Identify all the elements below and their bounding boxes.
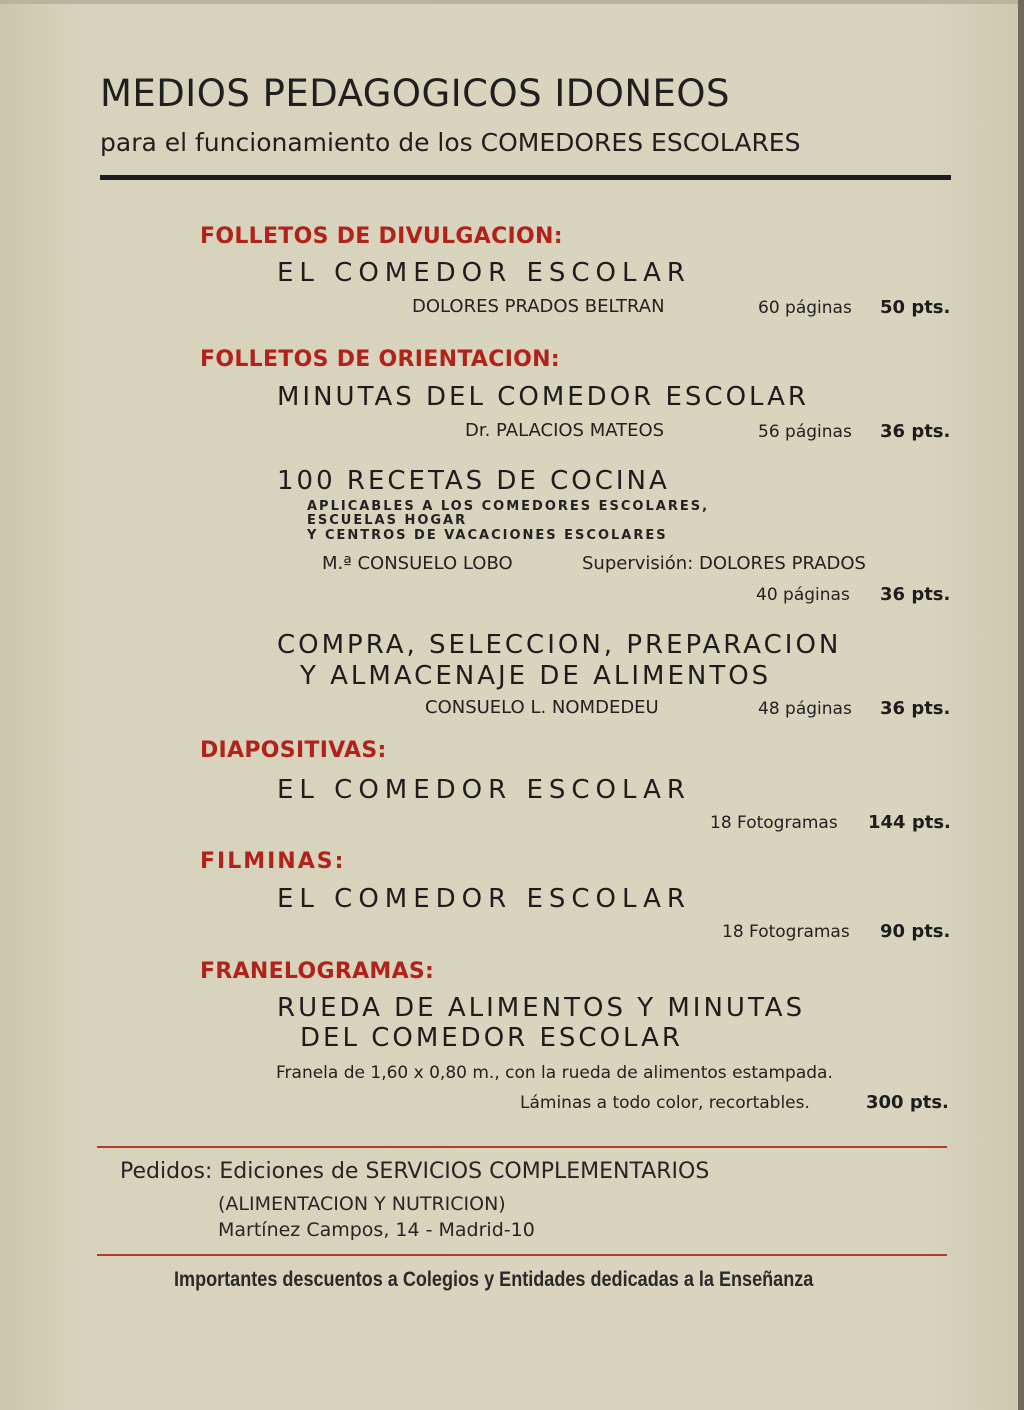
title-divider <box>100 175 951 180</box>
item-pages: 60 páginas <box>758 298 852 318</box>
item-price: 36 pts. <box>880 421 951 442</box>
contact-divider-bottom <box>97 1254 947 1256</box>
item-note: Láminas a todo color, recortables. <box>520 1093 810 1113</box>
item-author: DOLORES PRADOS BELTRAN <box>412 296 665 317</box>
item-title-recetas: 100 RECETAS DE COCINA <box>277 466 670 496</box>
item-author: CONSUELO L. NOMDEDEU <box>425 697 659 718</box>
item-price: 144 pts. <box>868 812 951 833</box>
section-heading-orientacion: FOLLETOS DE ORIENTACION: <box>200 347 560 372</box>
item-title-compra: COMPRA, SELECCION, PREPARACION <box>277 630 842 660</box>
item-pages: 40 páginas <box>756 585 850 605</box>
page-edge-top <box>0 0 1024 4</box>
item-title-comedor-escolar: EL COMEDOR ESCOLAR <box>277 884 691 914</box>
item-title-rueda: RUEDA DE ALIMENTOS Y MINUTAS <box>277 993 806 1023</box>
item-price: 50 pts. <box>880 297 951 318</box>
item-description-line: APLICABLES A LOS COMEDORES ESCOLARES, <box>307 499 710 514</box>
item-description-line: Y CENTROS DE VACACIONES ESCOLARES <box>307 528 668 543</box>
item-title-minutas: MINUTAS DEL COMEDOR ESCOLAR <box>277 382 809 412</box>
item-units: 18 Fotogramas <box>722 922 850 942</box>
footer-note: Importantes descuentos a Colegios y Entidades dedicadas a la Enseñanza <box>174 1268 814 1291</box>
item-pages: 56 páginas <box>758 422 852 442</box>
item-supervision: Supervisión: DOLORES PRADOS <box>582 553 866 574</box>
contact-line: (ALIMENTACION Y NUTRICION) <box>218 1193 506 1215</box>
section-heading-divulgacion: FOLLETOS DE DIVULGACION: <box>200 224 563 249</box>
item-note: Franela de 1,60 x 0,80 m., con la rueda de alimentos estampada. <box>276 1063 833 1083</box>
item-title-comedor-escolar: EL COMEDOR ESCOLAR <box>277 775 691 805</box>
contact-line: Pedidos: Ediciones de SERVICIOS COMPLEMENTARIOS <box>120 1159 710 1184</box>
item-units: 18 Fotogramas <box>710 813 838 833</box>
section-heading-franelogramas: FRANELOGRAMAS: <box>200 959 435 984</box>
page-title: MEDIOS PEDAGOGICOS IDONEOS <box>100 72 731 115</box>
item-author: Dr. PALACIOS MATEOS <box>465 420 665 441</box>
item-price: 36 pts. <box>880 698 951 719</box>
section-heading-diapositivas: DIAPOSITIVAS: <box>200 738 387 763</box>
contact-divider-top <box>97 1146 947 1148</box>
item-title-comedor-escolar: EL COMEDOR ESCOLAR <box>277 258 691 288</box>
item-title-rueda-line2: DEL COMEDOR ESCOLAR <box>300 1023 683 1053</box>
contact-address: Martínez Campos, 14 - Madrid-10 <box>218 1219 535 1241</box>
item-title-compra-line2: Y ALMACENAJE DE ALIMENTOS <box>300 661 772 691</box>
item-description-line: ESCUELAS HOGAR <box>307 513 468 528</box>
item-price: 300 pts. <box>866 1092 949 1113</box>
item-price: 90 pts. <box>880 921 951 942</box>
page-subtitle: para el funcionamiento de los COMEDORES ESCOLARES <box>100 128 801 157</box>
item-pages: 48 páginas <box>758 699 852 719</box>
item-author: M.ª CONSUELO LOBO <box>322 553 513 574</box>
section-heading-filminas: FILMINAS: <box>200 849 346 874</box>
page-edge-right <box>1018 0 1024 1410</box>
item-price: 36 pts. <box>880 584 951 605</box>
